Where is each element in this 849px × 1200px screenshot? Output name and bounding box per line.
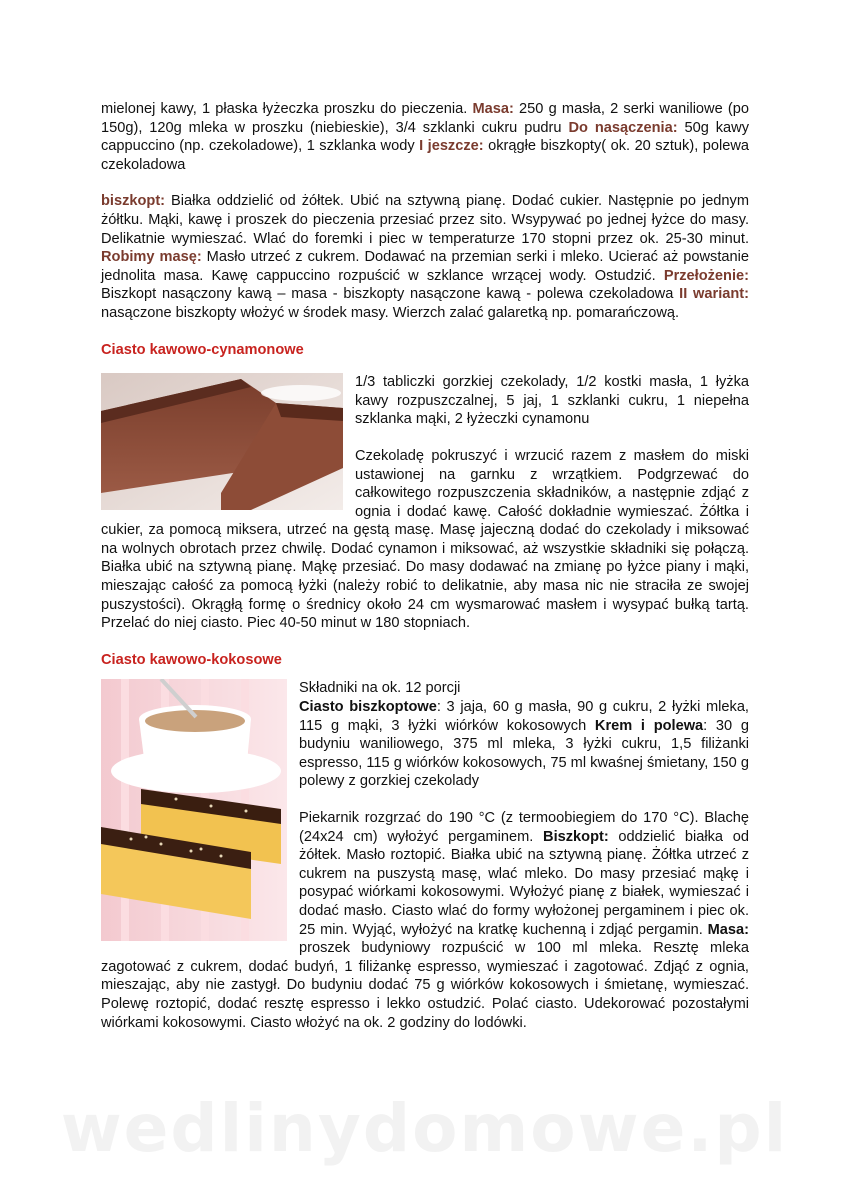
recipe3-ingredients: Ciasto biszkoptowe: 3 jaja, 60 g masła, 90 g cukru, 2 łyżki mleka, 115 g mąki, 3 łyżki wiórków kokosowych Krem i polewa: 30 g budyniu waniliowego, 375 ml mleka, 3 łyżki cukru, 1,5 filiżanki espresso, 115 g wiórków kokosowych, 75 ml kwaśnej śmietany, 150 g polewy z gorzkiej czekolady xyxy=(299,699,749,790)
recipe3-portions: Składniki na ok. 12 porcji xyxy=(299,680,461,697)
keyword-krem-i-polewa: Krem i polewa xyxy=(594,717,704,734)
keyword-przelozenie: Przełożenie: xyxy=(663,267,749,284)
recipe1-ingredients: mielonej kawy, 1 płaska łyżeczka proszku do pieczenia. Masa: 250 g masła, 2 serki waniliowe (po 150g), 120g mleka w proszku (niebieskie), 3/4 szklanki cukru pudru Do nasączenia: 50g kawy cappuccino (np. czekoladowe), 1 szklanka wody I jeszcze: okrągłe biszkopty( ok. 20 sztuk), polewa czekoladowa xyxy=(101,101,749,173)
keyword-masa: Masa: xyxy=(472,101,514,117)
recipe3-method: Piekarnik rozgrzać do 190 °C (z termoobiegiem do 170 °C). Blachę (24x24 cm) wyłożyć pergaminem. Biszkopt: oddzielić białka od żółtek. Masło roztopić. Białka ubić na sztywną pianę. Żółtka utrzeć z cukrem na puszystą masę, wlać mleko. Do masy przesiać mąkę i posypać wiórkami kokosowymi. Wyłożyć pianę z białek, wymieszać i dodać masło. Ciasto wlać do formy wyłożonej pergaminem i piec ok. 25 min. Wyjąć, wyłożyć na kratkę kuchenną i zdjąć pergamin. Masa: proszek budyniowy rozpuścić w 100 ml mleka. Resztę mleka zagotować z cukrem, dodać budyń, 1 filiżankę espresso, wymieszać i zagotować. Zdjąć z ognia, mieszając, aby nie zastygł. Do budyniu dodać 75 g wiórków kokosowych i śmietanę, wymieszać. Polewę roztopić, dodać resztę espresso i lekko ostudzić. Polać ciasto. Udekorować pozostałymi wiórkami kokosowymi. Ciasto włożyć na ok. 2 godziny do lodówki. xyxy=(101,810,749,1031)
keyword-biszkopt-2: Biszkopt: xyxy=(543,828,609,845)
recipe2-ingredients: 1/3 tabliczki gorzkiej czekolady, 1/2 kostki masła, 1 łyżka kawy rozpuszczalnej, 5 jaj, 1 szklanki cukru, 1 niepełna szklanka mąki, 2 łyżeczki cynamonu xyxy=(355,374,749,428)
document-page xyxy=(101,100,749,1032)
chocolate-cake-photo xyxy=(101,373,343,510)
keyword-ii-wariant: II wariant: xyxy=(679,286,749,303)
keyword-do-nasaczenia: Do nasączenia: xyxy=(568,119,678,136)
recipe2-title: Ciasto kawowo-cynamonowe xyxy=(101,341,304,358)
keyword-i-jeszcze: I jeszcze: xyxy=(419,138,484,155)
recipe2-method: Czekoladę pokruszyć i wrzucić razem z masłem do miski ustawionej na garnku z wrzątkiem. Podgrzewać do całkowitego rozpuszczenia składników, a następnie zdjąć z ognia i dodać kawę. Całość dokładnie wymieszać. Żółtka i cukier, za pomocą miksera, utrzeć na gęstą masę. Masę jajeczną dodać do czekolady i miksować na wolnych obrotach przez chwilę. Dodać cynamon i miksować, aż wszystkie składniki się połączą. Białka ubić na sztywną pianę. Mąkę przesiać. Do masy dodawać na zmianę po łyżce piany i mąki, mieszając całość za pomocą łyżki (należy robić to delikatnie, aby masa nic nie straciła ze swojej puszystości). Okrągłą formę o średnicy około 24 cm wysmarować masłem i wysypać bułką tartą. Przelać do niej ciasto. Piec 40-50 minut w 180 stopniach. xyxy=(101,447,749,632)
keyword-ciasto-biszkoptowe: Ciasto biszkoptowe xyxy=(299,699,437,716)
coffee-coconut-cake-photo xyxy=(101,679,287,941)
keyword-masa-2: Masa: xyxy=(707,921,749,938)
keyword-robimy-mase: Robimy masę: xyxy=(101,249,202,266)
keyword-biszkopt: biszkopt: xyxy=(101,193,166,210)
recipe3-title: Ciasto kawowo-kokosowe xyxy=(101,651,282,668)
recipe1-method: biszkopt: Białka oddzielić od żółtek. Ubić na sztywną pianę. Dodać cukier. Następnie po jednym żółtku. Mąki, kawę i proszek do pieczenia przesiać przez sito. Wsypywać po jednej łyżce do masy. Delikatnie wymieszać. Wlać do foremki i piec w temperaturze 170 stopni przez ok. 25-30 minut. Robimy masę: Masło utrzeć z cukrem. Dodawać na przemian serki i mleko. Ucierać aż powstanie jednolita masa. Kawę cappuccino rozpuścić w szklance wrzącej wody. Ostudzić. Przełożenie: Biszkopt nasączony kawą – masa - biszkopty nasączone kawą - polewa czekoladowa II wariant: nasączone biszkopty włożyć w środek masy. Wierzch zalać galaretką np. pomarańczową. xyxy=(101,193,749,321)
watermark: wedlinydomowe.pl xyxy=(60,1090,789,1167)
